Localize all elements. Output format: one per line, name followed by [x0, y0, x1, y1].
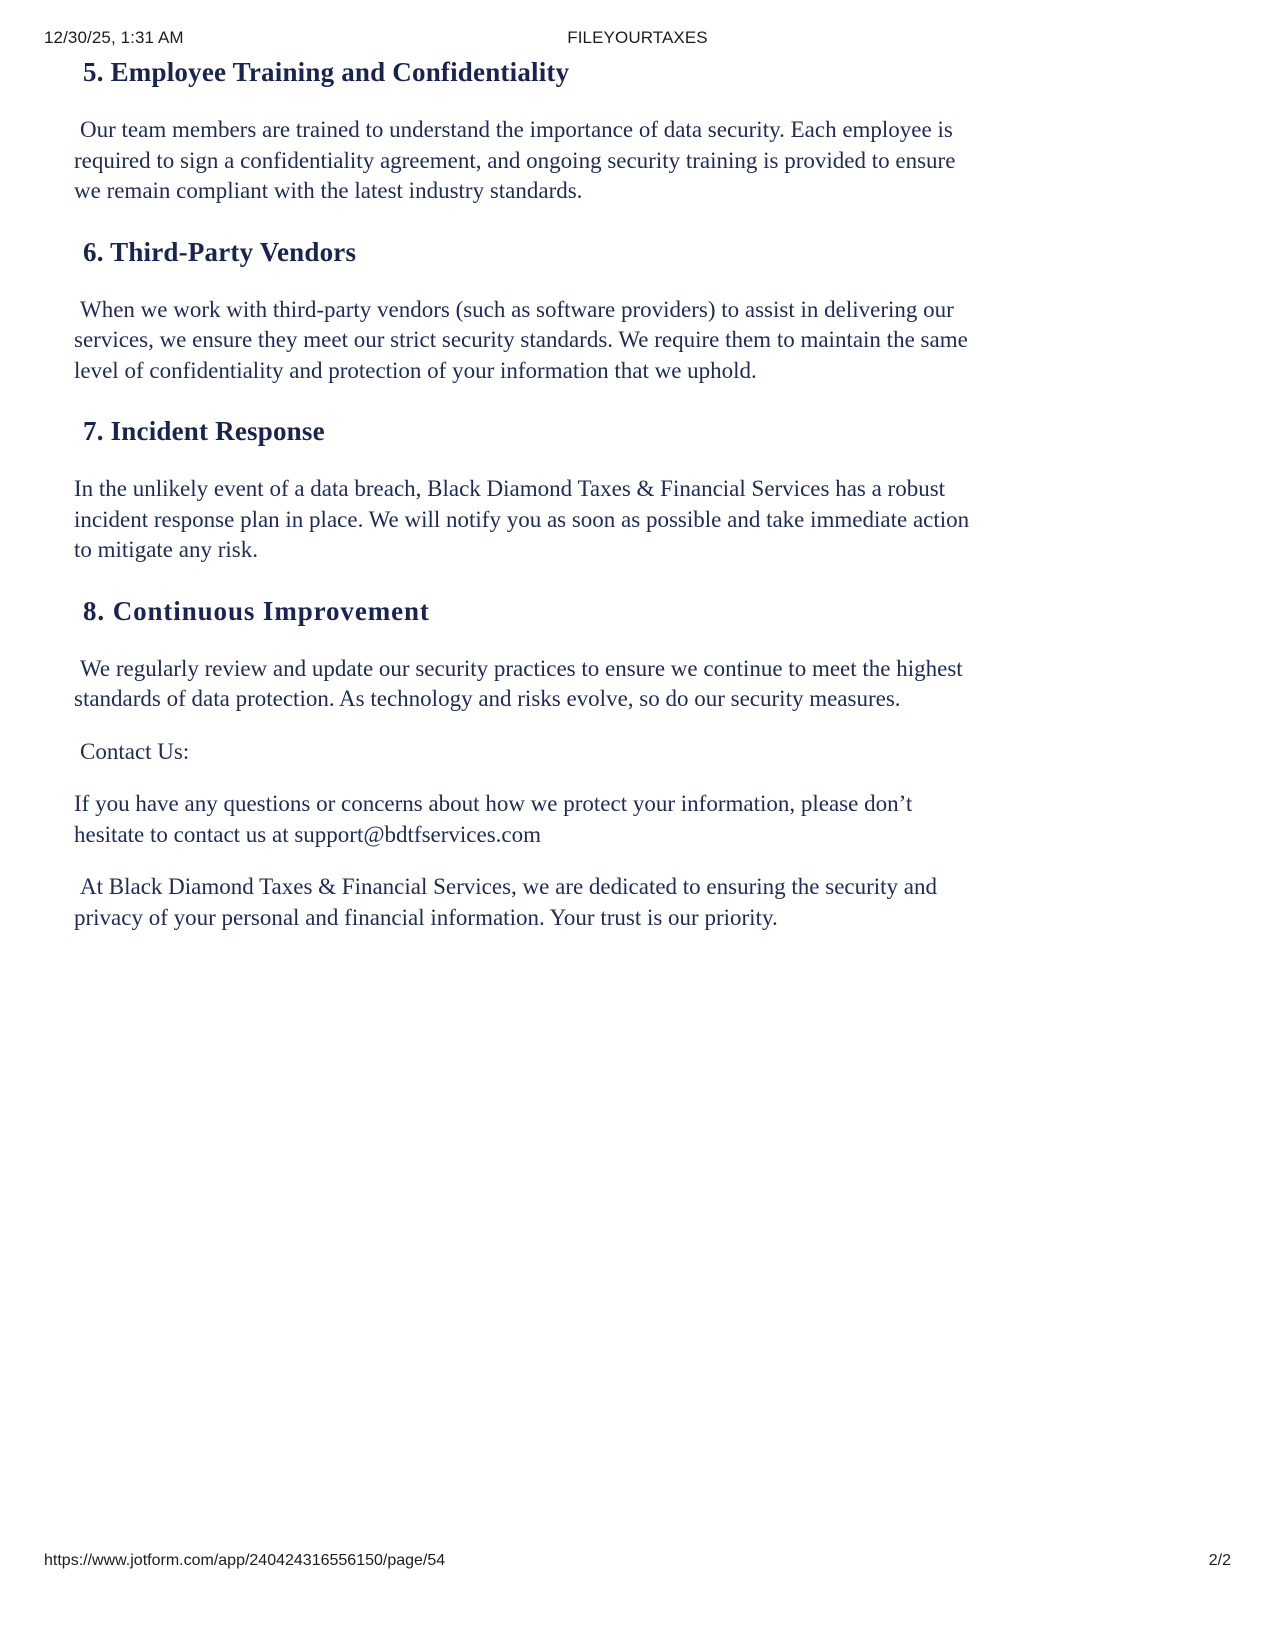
- spacer: [74, 628, 980, 654]
- section-heading-continuous-improvement: 8. Continuous Improvement: [83, 595, 430, 626]
- section-paragraph-third-party-vendors: When we work with third-party vendors (such as software providers) to assist in delivering our services, we ensure they meet our strict security standards. We require them to maintain the same level of confidentiality and protection of your information that we uphold.: [74, 296, 968, 383]
- spacer: [74, 850, 980, 872]
- spacer: [74, 767, 980, 789]
- print-footer-page-number: 2/2: [1208, 1552, 1231, 1569]
- section-paragraph-continuous-improvement: We regularly review and update our security practices to ensure we continue to meet the highest standards of data protection. As technology and risks evolve, so do our security measures.: [74, 655, 963, 711]
- print-footer: [0, 1552, 1275, 1574]
- spacer: [74, 89, 980, 115]
- contact-us-label: Contact Us:: [80, 738, 190, 764]
- closing-paragraph: At Black Diamond Taxes & Financial Services, we are dedicated to ensuring the security and privacy of your personal and financial information. Your trust is our priority.: [74, 874, 938, 930]
- print-header-timestamp: 12/30/25, 1:31 AM: [44, 28, 184, 47]
- spacer: [74, 269, 980, 295]
- contact-details-paragraph: If you have any questions or concerns about how we protect your information, please don’t hesitate to contact us at support@bdtfservices.com: [74, 791, 913, 847]
- spacer: [74, 207, 980, 235]
- spacer: [74, 715, 980, 737]
- document-body: [74, 55, 980, 933]
- print-footer-url: https://www.jotform.com/app/240424316556150/page/54: [44, 1552, 446, 1569]
- section-paragraph-incident-response: In the unlikely event of a data breach, Black Diamond Taxes & Financial Services has a robust incident response plan in place. We will notify you as soon as possible and take immediate action to mitigate any risk.: [74, 476, 970, 562]
- section-paragraph-employee-training: Our team members are trained to understand the importance of data security. Each employee is required to sign a confidentiality agreement, and ongoing security training is provided to ensure we remain compliant with the latest industry standards.: [74, 117, 956, 203]
- spacer: [74, 386, 980, 414]
- print-header: [0, 27, 1275, 49]
- print-header-title: FILEYOURTAXES: [567, 28, 708, 47]
- section-heading-employee-training: 5. Employee Training and Confidentiality: [83, 57, 570, 87]
- spacer: [74, 448, 980, 474]
- section-heading-third-party-vendors: 6. Third-Party Vendors: [83, 236, 357, 267]
- spacer: [74, 566, 980, 594]
- section-heading-incident-response: 7. Incident Response: [83, 416, 325, 446]
